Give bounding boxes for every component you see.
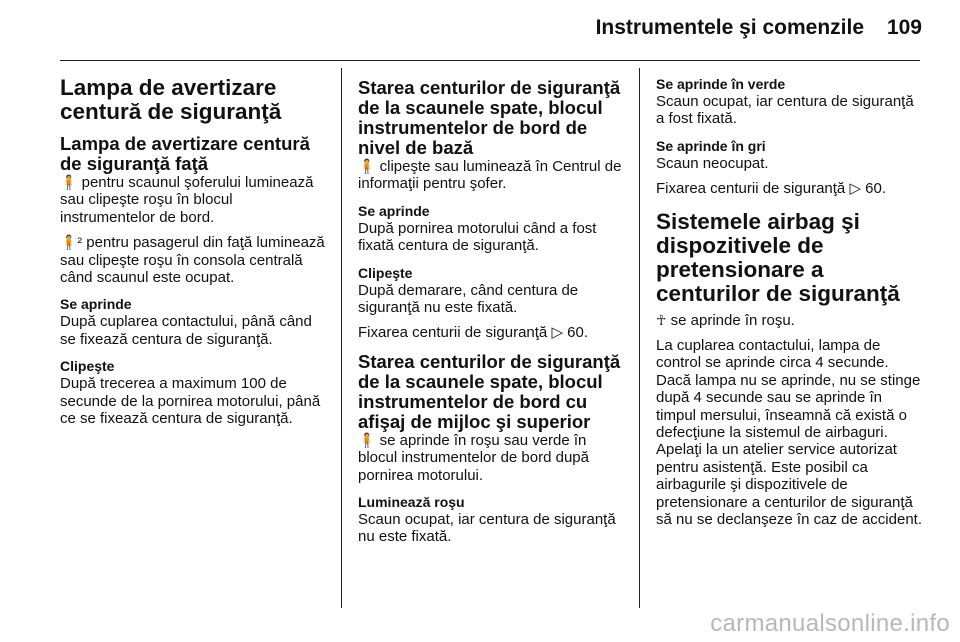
seatbelt-passenger-icon: 🧍²: [60, 234, 83, 251]
section-heading-seatbelt-warning: Lampa de avertizare centură de siguranţă: [60, 75, 282, 124]
running-header: Instrumentele şi comenzile: [595, 16, 864, 39]
subsection-heading-front: Lampa de avertizare centură de siguranţă faţă: [60, 133, 310, 174]
text-flashes: După demarare, când centura de siguranţă nu este fixată.: [358, 281, 579, 317]
paragraph-rear-basic: clipeşte sau luminează în Centrul de informaţii pentru şofer.: [358, 158, 622, 193]
text-lights-grey: Scaun neocupat.: [656, 154, 769, 172]
page-number: 109: [886, 16, 922, 39]
paragraph-driver: pentru scaunul şoferului luminează sau clipeşte roşu în blocul instrumentelor de bord.: [60, 174, 314, 226]
text-lights-green: Scaun ocupat, iar centura de siguranţă a fost fixată.: [656, 93, 914, 128]
page-ref-arrow-icon: ▷: [551, 324, 563, 342]
paragraph-passenger: pentru pasagerul din faţă luminează sau clipeşte roşu în consola centrală când scaunul este ocupat.: [60, 234, 325, 287]
text-lights-up: După cuplarea contactului, până când se fixează centura de siguranţă.: [60, 313, 312, 348]
label-lights-green: Se aprinde în verde: [656, 76, 786, 92]
seatbelt-icon: 🧍: [358, 158, 376, 174]
cross-reference-page[interactable]: 60.: [865, 180, 887, 198]
column-2: [358, 72, 626, 554]
text-flashes: După trecerea a maximum 100 de secunde de la pornirea motorului, până ce se fixează centura de siguranţă.: [60, 375, 321, 428]
text-lights-red: Scaun ocupat, iar centura de siguranţă nu este fixată.: [358, 511, 616, 546]
cross-reference-text: Fixarea centurii de siguranţă: [656, 180, 846, 198]
seatbelt-icon: 🧍: [60, 174, 78, 190]
seatbelt-icon: 🧍: [358, 431, 376, 448]
column-divider-2: [639, 68, 640, 608]
label-flashes: Clipeşte: [60, 358, 115, 375]
paragraph-airbag-red: se aprinde în roşu.: [670, 311, 795, 329]
paragraph-airbag-details: La cuplarea contactului, lampa de control se aprinde circa 4 secunde. Dacă lampa nu se aprinde, nu se stinge după 4 secunde sau se aprinde în timpul mersului, înseamnă că există o defecţiune la sistemul de airbaguri. Apelaţi la un atelier service autorizat pentru asistenţă. Este posibil ca airbagurile şi dispozitivele de pretensionare a centurilor de siguranţă să nu se declanşeze în caz de accident.: [656, 337, 923, 529]
label-lights-red: Luminează roşu: [358, 494, 465, 511]
column-3: [656, 72, 924, 537]
subsection-heading-rear-basic: Starea centurilor de siguranţă de la scaunele spate, blocul instrumentelor de bord de nivel de bază: [358, 77, 621, 158]
label-lights-grey: Se aprinde în gri: [656, 137, 766, 154]
watermark: carmanualsonline.info: [710, 610, 950, 637]
paragraph-rear-mid-upper: se aprinde în roşu sau verde în blocul instrumentelor de bord după pornirea motorului.: [358, 431, 589, 484]
column-1: [60, 72, 328, 435]
text-lights-up: După pornirea motorului când a fost fixată centura de siguranţă.: [358, 219, 597, 255]
airbag-icon: ☥: [656, 311, 667, 328]
cross-reference-text: Fixarea centurii de siguranţă: [358, 324, 548, 342]
subsection-heading-rear-mid-upper: Starea centurilor de siguranţă de la scaunele spate, blocul instrumentelor de bord cu afişaj de mijloc şi superior: [358, 350, 621, 432]
header-rule: [60, 60, 920, 61]
cross-reference-page[interactable]: 60.: [567, 324, 589, 342]
page-ref-arrow-icon: ▷: [849, 180, 861, 198]
column-divider-1: [341, 68, 342, 608]
label-flashes: Clipeşte: [358, 264, 413, 281]
label-lights-up: Se aprinde: [60, 296, 132, 313]
section-heading-airbag: Sistemele airbag şi dispozitivele de pretensionare a centurilor de siguranţă: [656, 208, 900, 306]
label-lights-up: Se aprinde: [358, 202, 430, 219]
